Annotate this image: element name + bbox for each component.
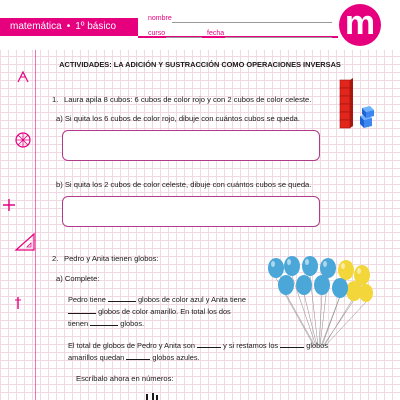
plus-sign-icon [2,198,16,212]
subject-name: matemática [10,21,62,32]
p2-text-4: amarillos quedan [68,353,125,362]
blue-cubes [360,106,374,128]
brand-logo [339,4,381,46]
margin-rule [35,50,36,400]
question-2a-paragraph-1 [68,294,266,330]
question-2-statement: Pedro y Anita tienen globos: [64,254,159,263]
p2-text-2: y si restamos los [223,341,279,350]
total-balloons-blank[interactable] [90,318,118,326]
question-1-number: 1. [52,95,59,104]
separator-dot: • [66,21,71,32]
p2-text-3: globos [306,341,329,350]
date-field[interactable] [225,37,332,38]
pencil-tip-icon [16,70,30,84]
protractor-icon [13,130,33,150]
write-numbers-prompt: Escríbalo ahora en números: [76,374,174,383]
balloons-illustration [262,248,382,348]
remaining-blue-blank[interactable] [126,352,150,360]
blue-balloons-blank[interactable] [108,294,136,302]
p1-text-2: globos de color azul y Anita tiene [137,295,246,304]
pin-icon [12,296,24,310]
question-2-number: 2. [52,254,59,263]
p1-text-3: globos de color amarillo. En total los dos [98,307,231,316]
date-label: fecha [207,30,225,37]
worksheet-title: ACTIVIDADES: LA ADICIÓN Y SUSTRACCIÓN COMO OPERACIONES INVERSAS [59,60,341,69]
question-1a-answer-box[interactable] [62,130,320,161]
blue-balloon-extra [332,278,348,298]
p2-text-1: El total de globos de Pedro y Anita son [68,341,195,350]
cube-stack-illustration [334,78,384,154]
page-header [0,0,400,50]
set-square-icon [14,232,36,252]
question-1a-prompt: a) Si quita los 6 cubos de color rojo, dibuje con cuántos cubos se queda. [56,114,300,123]
red-cube-stack [340,78,353,128]
name-field[interactable] [172,22,332,23]
question-1-statement: Laura apila 8 cubos: 6 cubos de color rojo y con 2 cubos de color celeste. [64,95,312,104]
p1-text-1: Pedro tiene [68,295,106,304]
question-1b-answer-box[interactable] [62,196,320,227]
p1-text-4: tienen [68,319,89,328]
total-sum-blank[interactable] [197,340,221,348]
question-2a-prompt: a) Complete: [56,274,100,283]
logo-letter: m [344,4,376,42]
name-label: nombre [148,15,172,22]
course-field[interactable] [166,37,202,38]
p2-text-5: globos azules. [152,353,200,362]
handwriting-marks [145,392,167,400]
yellow-balloons-blank[interactable] [68,306,96,314]
p1-text-5: globos. [120,319,145,328]
course-label: curso [148,30,166,37]
subject-label [10,21,116,32]
question-1b-prompt: b) Si quita los 2 cubos de color celeste, dibuje con cuántos cubos se queda. [56,180,312,189]
grade-label: 1º básico [75,21,117,32]
